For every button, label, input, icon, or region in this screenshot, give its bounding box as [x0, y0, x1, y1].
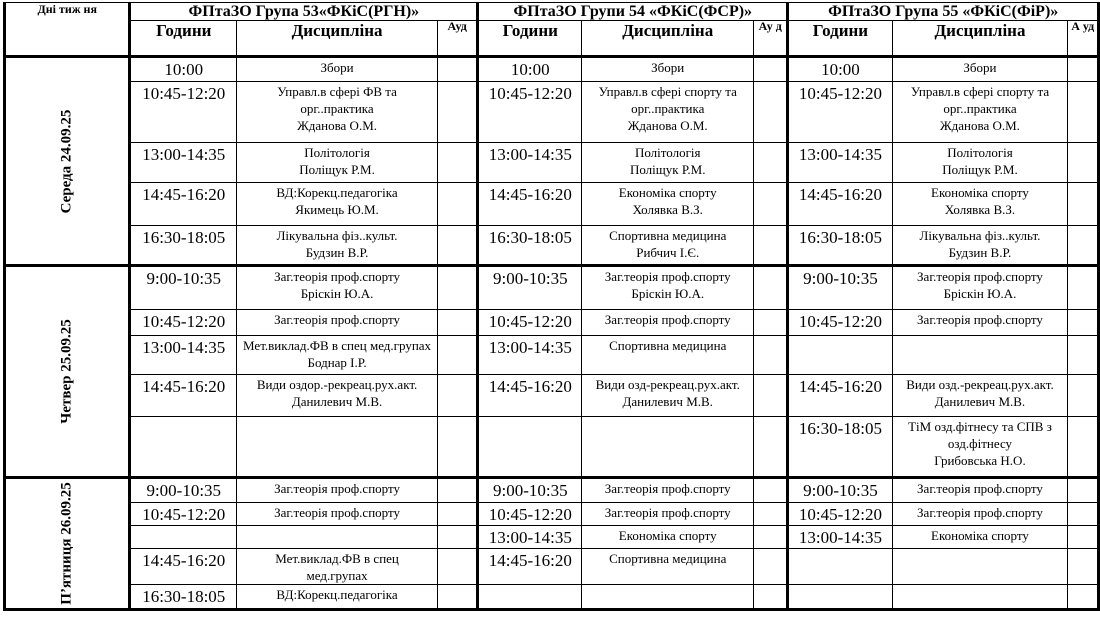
schedule-row: [5, 549, 1099, 585]
g53-subject-cell: Мет.виклад.ФВ в спец мед.групах Боднар І.Р.: [237, 336, 438, 375]
g53-room-cell: [438, 503, 478, 526]
g53-time-cell: 13:00-14:35: [130, 336, 237, 375]
days-of-week-header: Дні тиж ня: [5, 3, 130, 57]
schedule-table: [3, 2, 1100, 611]
g53-subject-cell: ВД:Корекц.педагогіка: [237, 585, 438, 610]
g55-subject-header: Дисципліна: [892, 21, 1068, 57]
g53-time-cell: 10:45-12:20: [130, 310, 237, 336]
g53-time-cell: 9:00-10:35: [130, 478, 237, 503]
schedule-row: [5, 503, 1099, 526]
schedule-row: [5, 183, 1099, 226]
g53-hours-header: Години: [130, 21, 237, 57]
g54-time-cell: 13:00-14:35: [478, 526, 582, 549]
g54-room-cell: [754, 503, 788, 526]
g54-subject-cell: Політологія Поліщук Р.М.: [582, 143, 754, 183]
g54-subject-cell: Спортивна медицина: [582, 549, 754, 585]
g55-room-cell: [1068, 183, 1099, 226]
g54-time-cell: [478, 417, 582, 478]
day-label-text: П’ятниця 26.09.25: [58, 482, 75, 605]
g54-time-cell: 13:00-14:35: [478, 336, 582, 375]
g53-time-cell: [130, 417, 237, 478]
g55-room-cell: [1068, 266, 1099, 310]
g53-room-cell: [438, 478, 478, 503]
g53-room-cell: [438, 526, 478, 549]
schedule-row: [5, 143, 1099, 183]
schedule-row: [5, 266, 1099, 310]
g54-room-cell: [754, 310, 788, 336]
g54-time-cell: 10:00: [478, 57, 582, 82]
g55-room-cell: [1068, 549, 1099, 585]
g53-room-cell: [438, 266, 478, 310]
day-label: [5, 57, 130, 266]
group-55-title: ФПтаЗО Група 55 «ФКіС(ФіР)»: [788, 3, 1099, 21]
g53-subject-cell: Лікувальна фіз..культ. Будзин В.Р.: [237, 226, 438, 266]
g54-subject-cell: Заг.теорія проф.спорту: [582, 310, 754, 336]
g54-room-cell: [754, 226, 788, 266]
g54-subject-cell: [582, 417, 754, 478]
header-row-columns: [5, 21, 1099, 57]
g55-room-header: А уд: [1068, 21, 1099, 57]
g55-subject-cell: Заг.теорія проф.спорту: [892, 310, 1068, 336]
g53-time-cell: 14:45-16:20: [130, 375, 237, 417]
g55-subject-cell: Політологія Поліщук Р.М.: [892, 143, 1068, 183]
g55-room-cell: [1068, 57, 1099, 82]
g53-subject-cell: Заг.теорія проф.спорту: [237, 503, 438, 526]
g55-time-cell: 13:00-14:35: [788, 526, 892, 549]
g55-time-cell: [788, 585, 892, 610]
header-row-groups: [5, 3, 1099, 21]
g53-subject-cell: Мет.виклад.ФВ в спец мед.групах: [237, 549, 438, 585]
g53-room-cell: [438, 226, 478, 266]
g54-room-cell: [754, 375, 788, 417]
g53-time-cell: 16:30-18:05: [130, 585, 237, 610]
g54-room-cell: [754, 549, 788, 585]
g55-room-cell: [1068, 226, 1099, 266]
g53-subject-header: Дисципліна: [237, 21, 438, 57]
g53-subject-cell: Заг.теорія проф.спорту Бріскін Ю.А.: [237, 266, 438, 310]
g55-time-cell: 10:00: [788, 57, 892, 82]
schedule-row: [5, 82, 1099, 143]
day-label: [5, 266, 130, 478]
group-53-title: ФПтаЗО Група 53«ФКіС(РГН)»: [130, 3, 478, 21]
g55-hours-header: Години: [788, 21, 892, 57]
g55-time-cell: 9:00-10:35: [788, 266, 892, 310]
g54-room-cell: [754, 585, 788, 610]
g55-subject-cell: Заг.теорія проф.спорту Бріскін Ю.А.: [892, 266, 1068, 310]
g54-time-cell: 13:00-14:35: [478, 143, 582, 183]
g54-subject-cell: Заг.теорія проф.спорту Бріскін Ю.А.: [582, 266, 754, 310]
g54-subject-cell: Спортивна медицина Рибчич І.Є.: [582, 226, 754, 266]
g54-subject-cell: Економіка спорту Холявка В.З.: [582, 183, 754, 226]
g55-time-cell: [788, 336, 892, 375]
g55-time-cell: 13:00-14:35: [788, 143, 892, 183]
schedule-row: [5, 226, 1099, 266]
day-label-text: Середа 24.09.25: [58, 109, 75, 213]
schedule-row: [5, 526, 1099, 549]
g53-time-cell: 10:45-12:20: [130, 82, 237, 143]
g54-room-header: Ау д: [754, 21, 788, 57]
g55-subject-cell: Економіка спорту Холявка В.З.: [892, 183, 1068, 226]
g53-subject-cell: Збори: [237, 57, 438, 82]
g53-room-cell: [438, 375, 478, 417]
g53-time-cell: 14:45-16:20: [130, 549, 237, 585]
g54-subject-cell: Спортивна медицина: [582, 336, 754, 375]
g53-subject-cell: Заг.теорія проф.спорту: [237, 310, 438, 336]
g53-subject-cell: [237, 417, 438, 478]
g55-subject-cell: [892, 585, 1068, 610]
g55-room-cell: [1068, 143, 1099, 183]
g53-room-cell: [438, 549, 478, 585]
g53-room-cell: [438, 417, 478, 478]
g55-subject-cell: [892, 549, 1068, 585]
g53-room-cell: [438, 585, 478, 610]
g53-room-cell: [438, 82, 478, 143]
g53-subject-cell: Види оздор.-рекреац.рух.акт. Данилевич М.В.: [237, 375, 438, 417]
g55-room-cell: [1068, 526, 1099, 549]
g55-subject-cell: Економіка спорту: [892, 526, 1068, 549]
g54-room-cell: [754, 183, 788, 226]
g54-time-cell: 10:45-12:20: [478, 503, 582, 526]
g55-time-cell: 9:00-10:35: [788, 478, 892, 503]
g54-room-cell: [754, 82, 788, 143]
g53-time-cell: 10:45-12:20: [130, 503, 237, 526]
g54-subject-cell: Економіка спорту: [582, 526, 754, 549]
g54-room-cell: [754, 478, 788, 503]
g54-room-cell: [754, 336, 788, 375]
g55-time-cell: 10:45-12:20: [788, 503, 892, 526]
g55-time-cell: 16:30-18:05: [788, 417, 892, 478]
g54-time-cell: 9:00-10:35: [478, 478, 582, 503]
g55-subject-cell: ТіМ озд.фітнесу та СПВ з озд.фітнесу Грибовська Н.О.: [892, 417, 1068, 478]
g55-time-cell: [788, 549, 892, 585]
g55-room-cell: [1068, 336, 1099, 375]
schedule-row: [5, 310, 1099, 336]
g53-room-cell: [438, 183, 478, 226]
g53-time-cell: 9:00-10:35: [130, 266, 237, 310]
g55-room-cell: [1068, 478, 1099, 503]
g55-subject-cell: Заг.теорія проф.спорту: [892, 478, 1068, 503]
g54-subject-cell: Види озд-рекреац.рух.акт. Данилевич М.В.: [582, 375, 754, 417]
g53-room-cell: [438, 336, 478, 375]
g54-time-cell: 14:45-16:20: [478, 375, 582, 417]
g54-room-cell: [754, 266, 788, 310]
g54-subject-cell: Заг.теорія проф.спорту: [582, 503, 754, 526]
schedule-row: [5, 375, 1099, 417]
g55-room-cell: [1068, 310, 1099, 336]
day-label: [5, 478, 130, 610]
day-label-text: Четвер 25.09.25: [58, 319, 75, 424]
g54-time-cell: 14:45-16:20: [478, 549, 582, 585]
schedule-row: [5, 417, 1099, 478]
g53-time-cell: 10:00: [130, 57, 237, 82]
g55-room-cell: [1068, 82, 1099, 143]
g55-room-cell: [1068, 503, 1099, 526]
g55-room-cell: [1068, 375, 1099, 417]
g54-subject-cell: Заг.теорія проф.спорту: [582, 478, 754, 503]
g54-hours-header: Години: [478, 21, 582, 57]
g53-subject-cell: [237, 526, 438, 549]
g53-time-cell: 16:30-18:05: [130, 226, 237, 266]
schedule-row: [5, 585, 1099, 610]
g54-subject-header: Дисципліна: [582, 21, 754, 57]
g55-time-cell: 14:45-16:20: [788, 183, 892, 226]
g54-room-cell: [754, 417, 788, 478]
g55-time-cell: 14:45-16:20: [788, 375, 892, 417]
g55-subject-cell: Управл.в сфері спорту та орг..практика Жданова О.М.: [892, 82, 1068, 143]
g53-time-cell: [130, 526, 237, 549]
g55-subject-cell: Збори: [892, 57, 1068, 82]
g54-subject-cell: Управл.в сфері спорту та орг..практика Жданова О.М.: [582, 82, 754, 143]
group-54-title: ФПтаЗО Групи 54 «ФКіС(ФСР)»: [478, 3, 788, 21]
g55-subject-cell: [892, 336, 1068, 375]
schedule-row: [5, 478, 1099, 503]
g55-subject-cell: Заг.теорія проф.спорту: [892, 503, 1068, 526]
g54-time-cell: 14:45-16:20: [478, 183, 582, 226]
g55-time-cell: 10:45-12:20: [788, 310, 892, 336]
g53-subject-cell: Політологія Поліщук Р.М.: [237, 143, 438, 183]
g53-room-cell: [438, 143, 478, 183]
g53-subject-cell: Управл.в сфері ФВ та орг..практика Жданова О.М.: [237, 82, 438, 143]
g54-room-cell: [754, 143, 788, 183]
g55-room-cell: [1068, 585, 1099, 610]
schedule-row: [5, 336, 1099, 375]
g53-time-cell: 14:45-16:20: [130, 183, 237, 226]
g55-time-cell: 16:30-18:05: [788, 226, 892, 266]
g53-time-cell: 13:00-14:35: [130, 143, 237, 183]
g53-room-cell: [438, 57, 478, 82]
g54-time-cell: 10:45-12:20: [478, 310, 582, 336]
g55-room-cell: [1068, 417, 1099, 478]
g54-time-cell: 10:45-12:20: [478, 82, 582, 143]
schedule-row: [5, 57, 1099, 82]
g53-room-header: Ауд: [438, 21, 478, 57]
g54-subject-cell: [582, 585, 754, 610]
g55-subject-cell: Лікувальна фіз..культ. Будзин В.Р.: [892, 226, 1068, 266]
g54-room-cell: [754, 57, 788, 82]
g55-subject-cell: Види озд.-рекреац.рух.акт. Данилевич М.В.: [892, 375, 1068, 417]
g55-time-cell: 10:45-12:20: [788, 82, 892, 143]
g54-time-cell: 16:30-18:05: [478, 226, 582, 266]
g54-time-cell: [478, 585, 582, 610]
g53-room-cell: [438, 310, 478, 336]
g54-room-cell: [754, 526, 788, 549]
g54-subject-cell: Збори: [582, 57, 754, 82]
g53-subject-cell: ВД:Корекц.педагогіка Якимець Ю.М.: [237, 183, 438, 226]
g54-time-cell: 9:00-10:35: [478, 266, 582, 310]
g53-subject-cell: Заг.теорія проф.спорту: [237, 478, 438, 503]
